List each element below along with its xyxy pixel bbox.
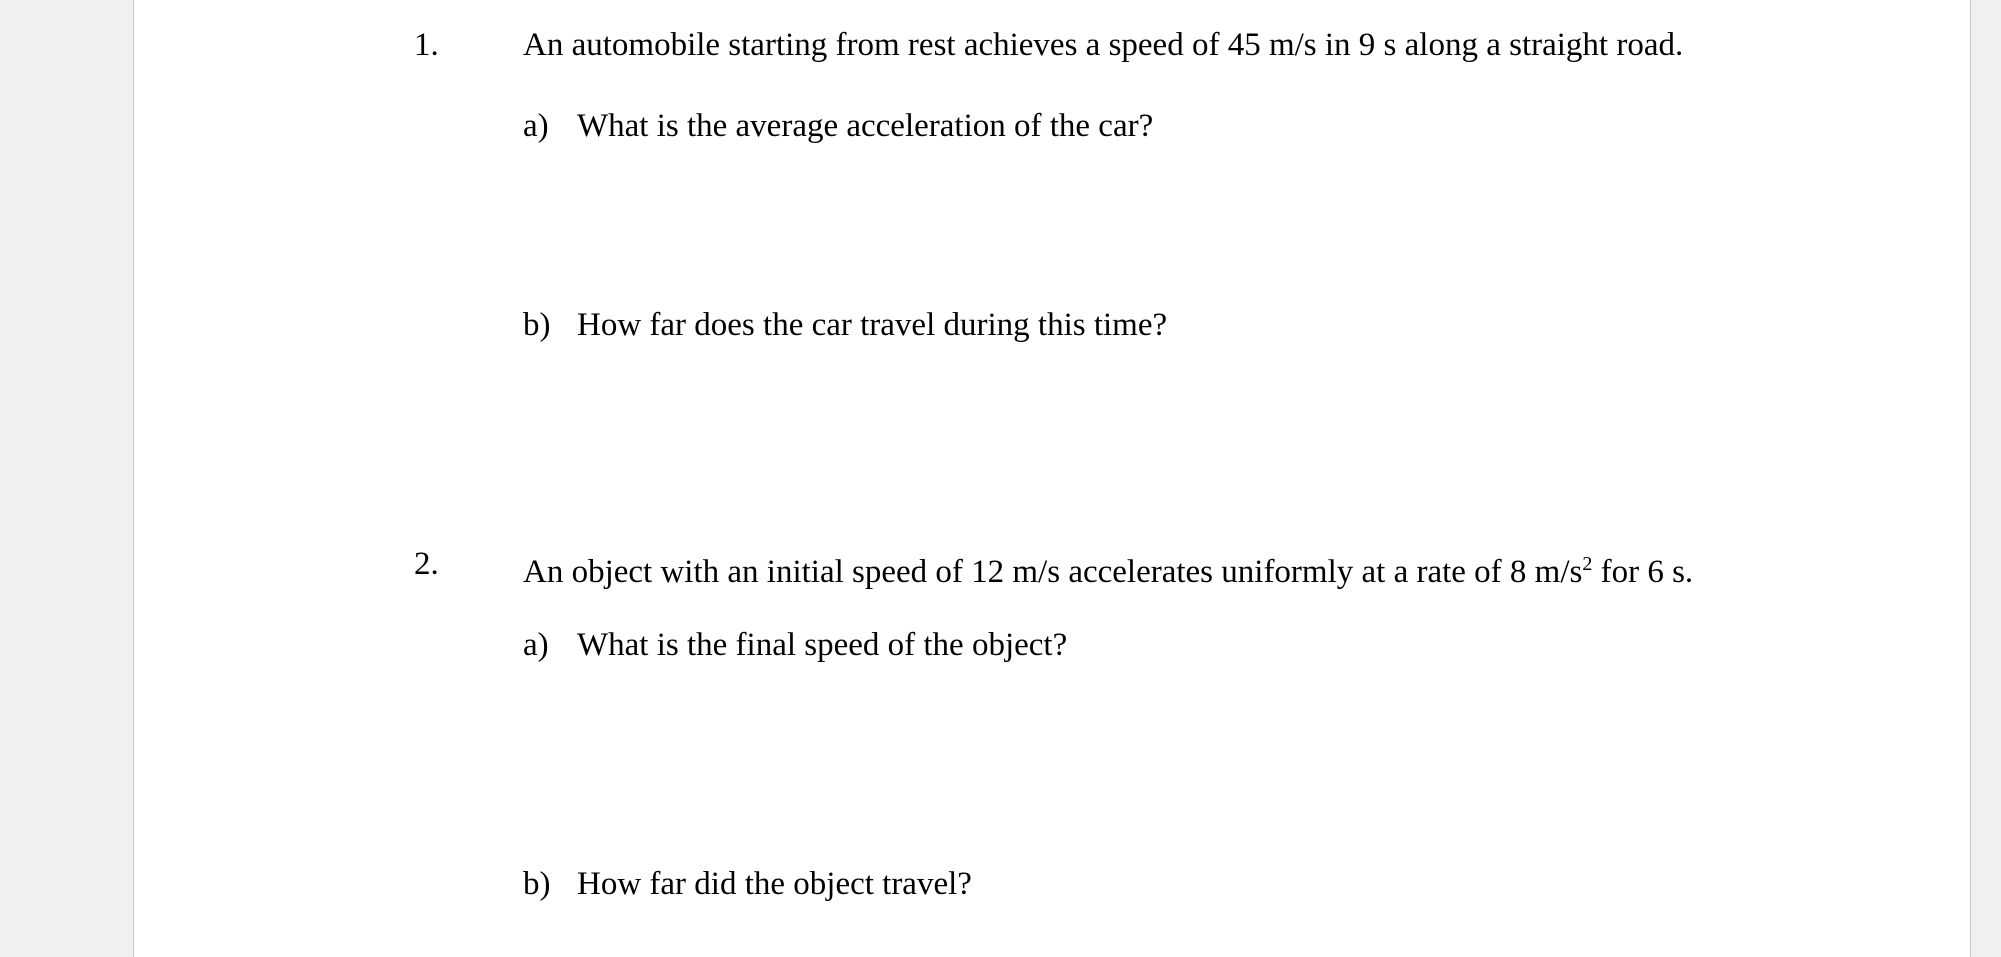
- question-1-part-a: [523, 106, 1153, 146]
- question-2-number: 2.: [414, 546, 439, 582]
- part-text: How far does the car travel during this time?: [577, 307, 1168, 343]
- question-2-part-b: [523, 864, 972, 904]
- question-1-text: An automobile starting from rest achieves a speed of 45 m/s in 9 s along a straight road.: [523, 27, 1684, 63]
- question-2-text-after: for 6 s.: [1592, 554, 1694, 590]
- question-1-number: 1.: [414, 27, 439, 63]
- part-text: What is the final speed of the object?: [577, 627, 1068, 663]
- part-letter: b): [523, 307, 551, 343]
- superscript: 2: [1582, 553, 1593, 575]
- part-letter: a): [523, 108, 549, 144]
- part-text: What is the average acceleration of the car?: [577, 108, 1154, 144]
- part-letter: b): [523, 866, 551, 902]
- question-2-text-before: An object with an initial speed of 12 m/s accelerates uniformly at a rate of 8 m/s: [523, 554, 1583, 590]
- question-2-part-a: [523, 625, 1067, 665]
- question-2-text: [523, 544, 1763, 592]
- question-1-part-b: [523, 305, 1167, 345]
- part-text: How far did the object travel?: [577, 866, 972, 902]
- part-letter: a): [523, 627, 549, 663]
